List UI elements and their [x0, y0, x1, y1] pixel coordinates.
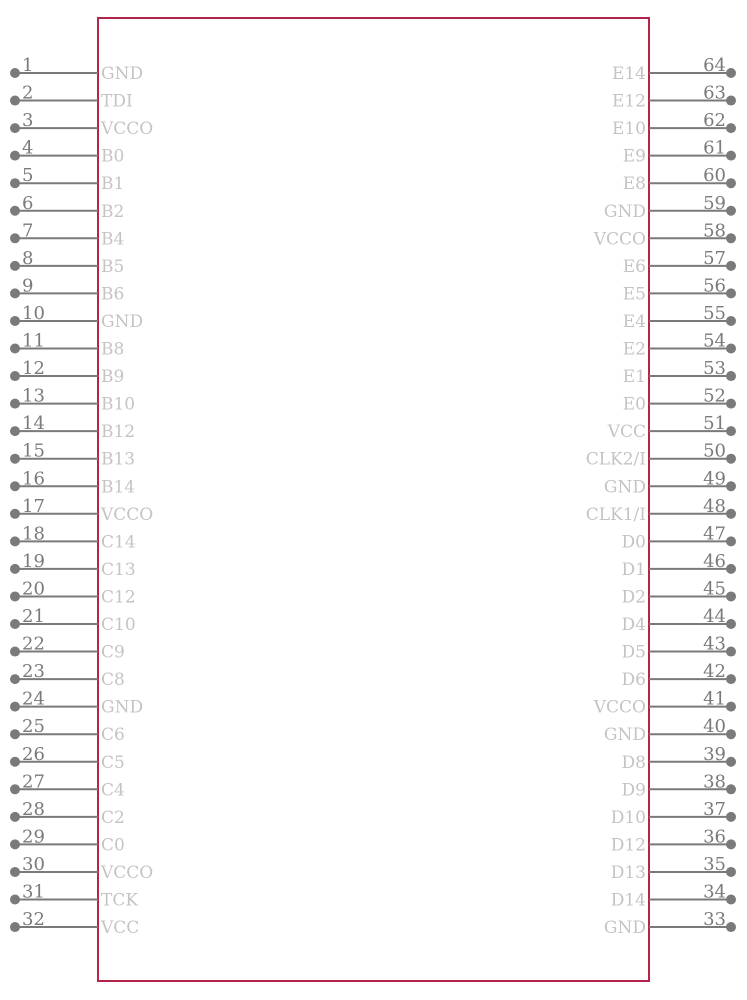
pin-number: 56 — [703, 275, 726, 297]
pin-name: B14 — [101, 477, 136, 498]
pin-endpoint-dot — [10, 371, 20, 381]
pin-11 — [10, 331, 124, 360]
pin-name: B8 — [101, 339, 125, 360]
pin-name: VCC — [607, 422, 646, 443]
pin-number: 23 — [22, 661, 45, 683]
pin-name: CLK2/I — [585, 449, 646, 470]
pin-64 — [612, 55, 736, 84]
pin-endpoint-dot — [10, 233, 20, 243]
pin-name: VCCO — [101, 862, 154, 883]
pin-40 — [604, 716, 736, 745]
pin-name: D1 — [621, 559, 646, 580]
pin-number: 43 — [703, 633, 726, 655]
pin-number: 29 — [22, 826, 45, 848]
pin-name: GND — [603, 725, 646, 746]
pin-endpoint-dot — [10, 178, 20, 188]
pin-endpoint-dot — [10, 288, 20, 298]
pin-name: E14 — [611, 64, 646, 84]
right-pin-column — [586, 55, 736, 938]
pin-22 — [10, 634, 125, 663]
pin-name: TCK — [101, 890, 139, 911]
pin-name: D12 — [610, 835, 646, 856]
pin-endpoint-dot — [726, 509, 736, 519]
pin-14 — [10, 413, 135, 442]
pin-number: 13 — [22, 385, 45, 407]
pin-number: 52 — [703, 385, 726, 407]
pin-54 — [623, 331, 736, 360]
pin-number: 51 — [703, 413, 726, 435]
pin-26 — [10, 744, 125, 773]
pin-61 — [623, 138, 736, 167]
pin-36 — [611, 826, 736, 855]
pin-endpoint-dot — [726, 288, 736, 298]
pin-endpoint-dot — [10, 316, 20, 326]
pin-number: 26 — [22, 743, 45, 765]
pin-name: D0 — [621, 532, 646, 553]
pin-name: B0 — [101, 146, 125, 167]
pin-23 — [10, 661, 125, 690]
pin-39 — [622, 744, 736, 773]
pin-name: D8 — [621, 752, 646, 773]
pin-number: 1 — [22, 55, 34, 76]
pin-endpoint-dot — [10, 123, 20, 133]
pin-endpoint-dot — [726, 178, 736, 188]
pin-number: 49 — [703, 468, 726, 490]
pin-number: 28 — [22, 798, 45, 820]
pin-name: B4 — [101, 229, 125, 250]
pin-number: 58 — [703, 220, 726, 242]
pin-45 — [622, 578, 736, 607]
pin-endpoint-dot — [726, 233, 736, 243]
pin-58 — [593, 220, 736, 249]
pin-name: D14 — [610, 890, 646, 911]
pin-34 — [611, 882, 736, 911]
pin-number: 30 — [22, 853, 45, 875]
pin-12 — [10, 358, 124, 387]
pin-15 — [10, 441, 135, 470]
pin-56 — [623, 275, 736, 304]
pin-endpoint-dot — [10, 784, 20, 794]
pin-number: 16 — [22, 468, 45, 490]
pin-number: 20 — [22, 578, 45, 600]
pin-29 — [10, 826, 125, 855]
pin-endpoint-dot — [726, 344, 736, 354]
pin-name: VCCO — [593, 229, 646, 250]
pin-endpoint-dot — [726, 922, 736, 932]
pin-endpoint-dot — [726, 591, 736, 601]
pin-endpoint-dot — [10, 564, 20, 574]
pin-27 — [10, 771, 125, 800]
pin-number: 10 — [22, 302, 45, 324]
pin-endpoint-dot — [726, 371, 736, 381]
pin-number: 63 — [703, 82, 726, 104]
pin-name: E1 — [622, 367, 646, 388]
pin-number: 18 — [22, 523, 45, 545]
pin-name: E9 — [622, 146, 646, 167]
pin-name: VCCO — [101, 119, 154, 140]
pin-16 — [10, 468, 135, 497]
pin-number: 3 — [22, 110, 34, 132]
pin-28 — [10, 799, 125, 828]
pin-32 — [10, 909, 139, 938]
pin-endpoint-dot — [726, 399, 736, 409]
pin-number: 37 — [703, 798, 726, 820]
pin-name: C13 — [101, 559, 136, 580]
pin-43 — [622, 634, 736, 663]
pin-name: C4 — [101, 780, 125, 801]
pin-9 — [10, 275, 124, 304]
pin-endpoint-dot — [726, 647, 736, 657]
pin-number: 54 — [703, 330, 726, 352]
pin-number: 27 — [22, 771, 45, 793]
pin-name: B5 — [101, 256, 125, 277]
pin-name: B1 — [101, 174, 125, 195]
pin-31 — [10, 882, 138, 911]
pin-49 — [604, 468, 736, 497]
pin-37 — [611, 799, 736, 828]
pin-number: 11 — [22, 330, 45, 352]
pin-1 — [10, 55, 143, 84]
pin-name: E10 — [611, 119, 646, 140]
pin-2 — [10, 83, 133, 112]
pin-60 — [623, 165, 736, 194]
pin-63 — [612, 83, 736, 112]
pin-number: 55 — [703, 302, 726, 324]
pin-number: 48 — [703, 495, 726, 517]
pin-endpoint-dot — [726, 757, 736, 767]
pin-name: D4 — [621, 615, 646, 635]
pin-48 — [586, 496, 736, 525]
pin-3 — [10, 110, 153, 139]
pin-21 — [10, 606, 136, 635]
pin-name: VCCO — [593, 697, 646, 718]
pin-number: 60 — [703, 165, 726, 187]
pin-name: D6 — [621, 670, 646, 691]
pin-name: B6 — [101, 284, 125, 305]
pin-number: 39 — [703, 743, 726, 765]
pin-endpoint-dot — [10, 812, 20, 822]
pin-number: 35 — [703, 853, 726, 875]
pin-endpoint-dot — [726, 839, 736, 849]
pin-name: C14 — [101, 532, 136, 553]
pin-number: 17 — [22, 495, 45, 517]
pin-endpoint-dot — [10, 399, 20, 409]
pin-19 — [10, 551, 136, 580]
pin-name: D13 — [610, 862, 646, 883]
pin-25 — [10, 716, 125, 745]
pin-number: 14 — [22, 413, 45, 435]
pin-endpoint-dot — [10, 206, 20, 216]
pin-name: TDI — [101, 91, 133, 112]
pin-number: 40 — [703, 716, 726, 738]
pin-endpoint-dot — [726, 564, 736, 574]
pin-name: GND — [603, 918, 646, 939]
pin-44 — [622, 606, 736, 635]
pin-33 — [604, 909, 736, 938]
pin-number: 45 — [703, 578, 726, 600]
pin-name: D2 — [621, 587, 646, 608]
component-body-outline — [98, 18, 649, 981]
pin-number: 19 — [22, 550, 45, 572]
pin-endpoint-dot — [10, 509, 20, 519]
pin-endpoint-dot — [10, 895, 20, 905]
pin-endpoint-dot — [10, 729, 20, 739]
pin-number: 7 — [22, 220, 34, 242]
pin-name: B12 — [101, 422, 136, 443]
pin-name: GND — [101, 311, 144, 332]
pin-number: 47 — [703, 523, 726, 545]
pin-number: 8 — [22, 247, 34, 269]
pin-name: C5 — [101, 752, 125, 773]
pin-name: C12 — [101, 587, 136, 608]
pin-endpoint-dot — [726, 674, 736, 684]
pin-8 — [10, 248, 124, 277]
pin-endpoint-dot — [10, 839, 20, 849]
pin-name: VCC — [101, 918, 140, 939]
pin-endpoint-dot — [10, 702, 20, 712]
pin-endpoint-dot — [726, 536, 736, 546]
pin-62 — [612, 110, 736, 139]
pin-30 — [10, 854, 153, 883]
pin-endpoint-dot — [726, 729, 736, 739]
pin-name: E4 — [622, 311, 646, 332]
pin-name: B2 — [101, 201, 125, 222]
pin-number: 57 — [703, 247, 726, 269]
pin-endpoint-dot — [726, 895, 736, 905]
pin-number: 24 — [22, 688, 45, 710]
pin-name: GND — [101, 64, 144, 84]
pin-endpoint-dot — [10, 591, 20, 601]
pin-endpoint-dot — [10, 454, 20, 464]
pin-number: 31 — [22, 881, 45, 903]
pin-number: 2 — [22, 82, 34, 104]
pin-50 — [586, 441, 736, 470]
pin-name: E8 — [622, 174, 646, 195]
pin-number: 21 — [22, 606, 45, 627]
pin-endpoint-dot — [10, 261, 20, 271]
pin-number: 61 — [703, 137, 726, 159]
pin-endpoint-dot — [10, 674, 20, 684]
pin-number: 38 — [703, 771, 726, 793]
pin-number: 9 — [22, 275, 34, 297]
pin-endpoint-dot — [726, 481, 736, 491]
pin-endpoint-dot — [726, 96, 736, 106]
pin-number: 59 — [703, 192, 726, 214]
pin-name: E2 — [622, 339, 646, 360]
pin-55 — [623, 303, 736, 332]
pin-name: C2 — [101, 807, 125, 828]
pin-name: CLK1/I — [585, 504, 646, 525]
pin-name: GND — [603, 477, 646, 498]
pin-name: D10 — [610, 807, 646, 828]
pin-number: 41 — [703, 688, 726, 710]
pin-endpoint-dot — [726, 151, 736, 161]
pin-number: 62 — [703, 110, 726, 132]
pin-number: 50 — [703, 440, 726, 462]
pin-name: C0 — [101, 835, 125, 856]
pin-number: 34 — [703, 881, 726, 903]
pin-endpoint-dot — [10, 481, 20, 491]
pin-7 — [10, 220, 124, 249]
pin-endpoint-dot — [726, 426, 736, 436]
pin-name: E0 — [622, 394, 646, 415]
pin-endpoint-dot — [726, 261, 736, 271]
pin-endpoint-dot — [726, 206, 736, 216]
pin-number: 53 — [703, 358, 726, 380]
pin-name: C8 — [101, 670, 125, 691]
pin-18 — [10, 523, 136, 552]
pin-41 — [593, 689, 736, 718]
pin-name: B13 — [101, 449, 136, 470]
pin-17 — [10, 496, 153, 525]
pin-endpoint-dot — [10, 922, 20, 932]
pin-6 — [10, 193, 124, 222]
pin-name: GND — [603, 201, 646, 222]
pin-number: 12 — [22, 358, 45, 380]
pin-57 — [623, 248, 736, 277]
pin-13 — [10, 386, 135, 415]
pin-name: VCCO — [101, 504, 154, 525]
pin-name: E6 — [622, 256, 646, 277]
pin-42 — [622, 661, 736, 690]
pin-endpoint-dot — [10, 619, 20, 629]
pin-endpoint-dot — [726, 123, 736, 133]
pin-46 — [622, 551, 736, 580]
pin-endpoint-dot — [726, 812, 736, 822]
pin-endpoint-dot — [726, 619, 736, 629]
pin-number: 15 — [22, 440, 45, 462]
pin-endpoint-dot — [10, 757, 20, 767]
left-pin-column — [10, 55, 153, 938]
pin-number: 4 — [22, 137, 34, 159]
pin-endpoint-dot — [10, 867, 20, 877]
pin-name: C9 — [101, 642, 125, 663]
pin-35 — [611, 854, 736, 883]
pin-endpoint-dot — [726, 867, 736, 877]
pin-name: GND — [101, 697, 144, 718]
pin-24 — [10, 689, 143, 718]
pin-number: 64 — [703, 55, 726, 76]
pin-47 — [622, 523, 736, 552]
pin-4 — [10, 138, 124, 167]
pin-number: 25 — [22, 716, 45, 738]
pin-endpoint-dot — [726, 68, 736, 78]
pin-53 — [623, 358, 736, 387]
pin-endpoint-dot — [10, 344, 20, 354]
pin-number: 33 — [703, 909, 726, 931]
pin-number: 22 — [22, 633, 45, 655]
pin-name: C6 — [101, 725, 125, 746]
pin-10 — [10, 303, 143, 332]
pin-endpoint-dot — [10, 536, 20, 546]
pin-number: 42 — [703, 661, 726, 683]
pin-name: B9 — [101, 367, 125, 388]
pin-5 — [10, 165, 124, 194]
pin-name: B10 — [101, 394, 136, 415]
pin-number: 5 — [22, 165, 34, 187]
pin-name: E5 — [622, 284, 646, 305]
pin-20 — [10, 578, 136, 607]
pin-59 — [604, 193, 736, 222]
pin-endpoint-dot — [726, 702, 736, 712]
pin-name: D9 — [621, 780, 646, 801]
pin-name: D5 — [621, 642, 646, 663]
pin-52 — [623, 386, 736, 415]
pin-38 — [622, 771, 736, 800]
pin-number: 36 — [703, 826, 726, 848]
pin-endpoint-dot — [10, 426, 20, 436]
pin-name: E12 — [611, 91, 646, 112]
pin-endpoint-dot — [10, 96, 20, 106]
pin-endpoint-dot — [10, 151, 20, 161]
pin-endpoint-dot — [10, 68, 20, 78]
pin-endpoint-dot — [726, 784, 736, 794]
pin-endpoint-dot — [10, 647, 20, 657]
pin-51 — [607, 413, 736, 442]
pin-number: 32 — [22, 909, 45, 931]
pin-endpoint-dot — [726, 454, 736, 464]
pin-number: 6 — [22, 192, 34, 214]
pin-endpoint-dot — [726, 316, 736, 326]
pin-name: C10 — [101, 615, 136, 635]
pin-number: 46 — [703, 550, 726, 572]
pin-number: 44 — [703, 606, 726, 627]
